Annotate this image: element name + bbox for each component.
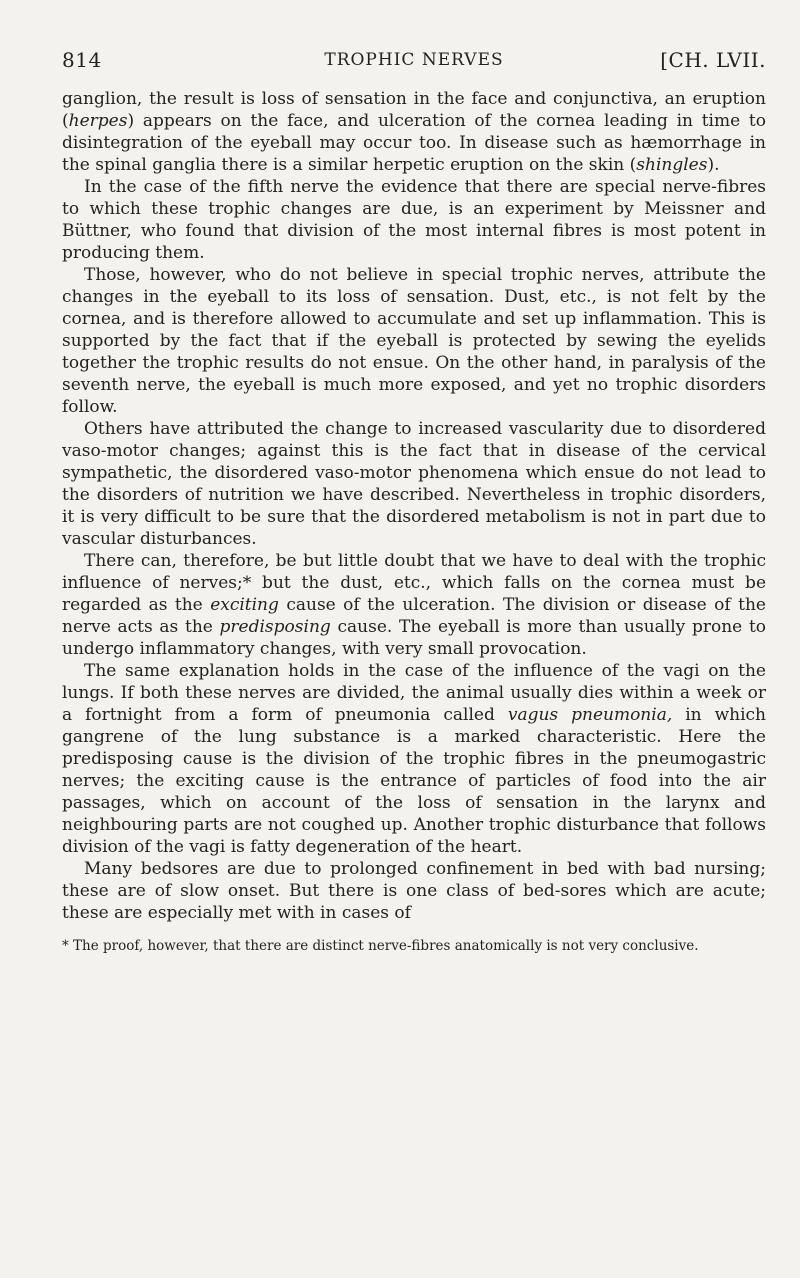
text-run: in which gangrene of the lung substance is a marked characteristic. Here the predisposing cause is the division of the trophic fibres in the pneumogastric nerves; the exciting cause is the entrance of particles of food into the air passages, which on account of the loss of sensation in the larynx and neighbouring parts are not coughed up. Another trophic disturbance that follows division of the vagi is fatty degeneration of the heart. (62, 705, 766, 857)
text-run: ). (707, 155, 720, 175)
text-run: cause of the ulceration. The division or disease of the nerve acts as the (62, 595, 766, 637)
text-run: Those, however, who do not believe in special trophic nerves, attribute the changes in the eyeball to its loss of sensation. Dust, etc., is not felt by the cornea, and is therefore allowed to accumulate and set up inflammation. This is supported by the fact that if the eyeball is protected by sewing the eyelids together the trophic results do not ensue. On the other hand, in paralysis of the seventh nerve, the eyeball is much more exposed, and yet no trophic disorders follow. (62, 265, 766, 417)
text-run: In the case of the fifth nerve the evidence that there are special nerve-fibres to which these trophic changes are due, is an experiment by Meissner and Büttner, who found that division of the most internal fibres is most potent in producing them. (62, 177, 766, 263)
page-number: 814 (62, 48, 102, 72)
text-run: ) appears on the face, and ulceration of the cornea leading in time to disintegration of the eyeball may occur too. In disease such as hæmorrhage in the spinal ganglia there is a similar herpetic eruption on the skin ( (62, 111, 766, 175)
book-page (62, 48, 766, 955)
footnote (62, 938, 766, 955)
italic-text: herpes (68, 111, 128, 131)
italic-text: predisposing (219, 617, 331, 637)
italic-text: shingles (636, 155, 708, 175)
text-run: ganglion, the result is loss of sensation in the face and conjunctiva, an eruption ( (62, 89, 766, 131)
paragraph (62, 550, 766, 660)
paragraph (62, 418, 766, 550)
running-title: TROPHIC NERVES (324, 50, 504, 70)
paragraph (62, 176, 766, 264)
footnote-text: * The proof, however, that there are distinct nerve-fibres anatomically is not very conclusive. (62, 938, 699, 954)
text-run: Others have attributed the change to increased vascularity due to disordered vaso-motor changes; against this is the fact that in disease of the cervical sympathetic, the disordered vaso-motor phenomena which ensue do not lead to the disorders of nutrition we have described. Nevertheless in trophic disorders, it is very difficult to be sure that the disordered metabolism is not in part due to vascular disturbances. (62, 419, 766, 549)
paragraph (62, 858, 766, 924)
body-text (62, 88, 766, 924)
text-run: cause. The eyeball is more than usually prone to undergo inflammatory changes, with very small provocation. (62, 617, 767, 659)
chapter-label: [CH. LVII. (660, 48, 766, 72)
running-header (62, 48, 766, 88)
paragraph (62, 660, 766, 858)
paragraph (62, 88, 766, 176)
italic-text: vagus pneumonia, (507, 705, 673, 725)
text-run: There can, therefore, be but little doubt that we have to deal with the trophic influence of nerves;* but the dust, etc., which falls on the cornea must be regarded as the (62, 551, 766, 615)
italic-text: exciting (210, 595, 279, 615)
text-run: Many bedsores are due to prolonged confinement in bed with bad nursing; these are of slow onset. But there is one class of bed-sores which are acute; these are especially met with in cases of (62, 859, 766, 923)
text-run: The same explanation holds in the case of the influence of the vagi on the lungs. If both these nerves are divided, the animal usually dies within a week or a fortnight from a form of pneumonia called (62, 661, 766, 725)
paragraph (62, 264, 766, 418)
